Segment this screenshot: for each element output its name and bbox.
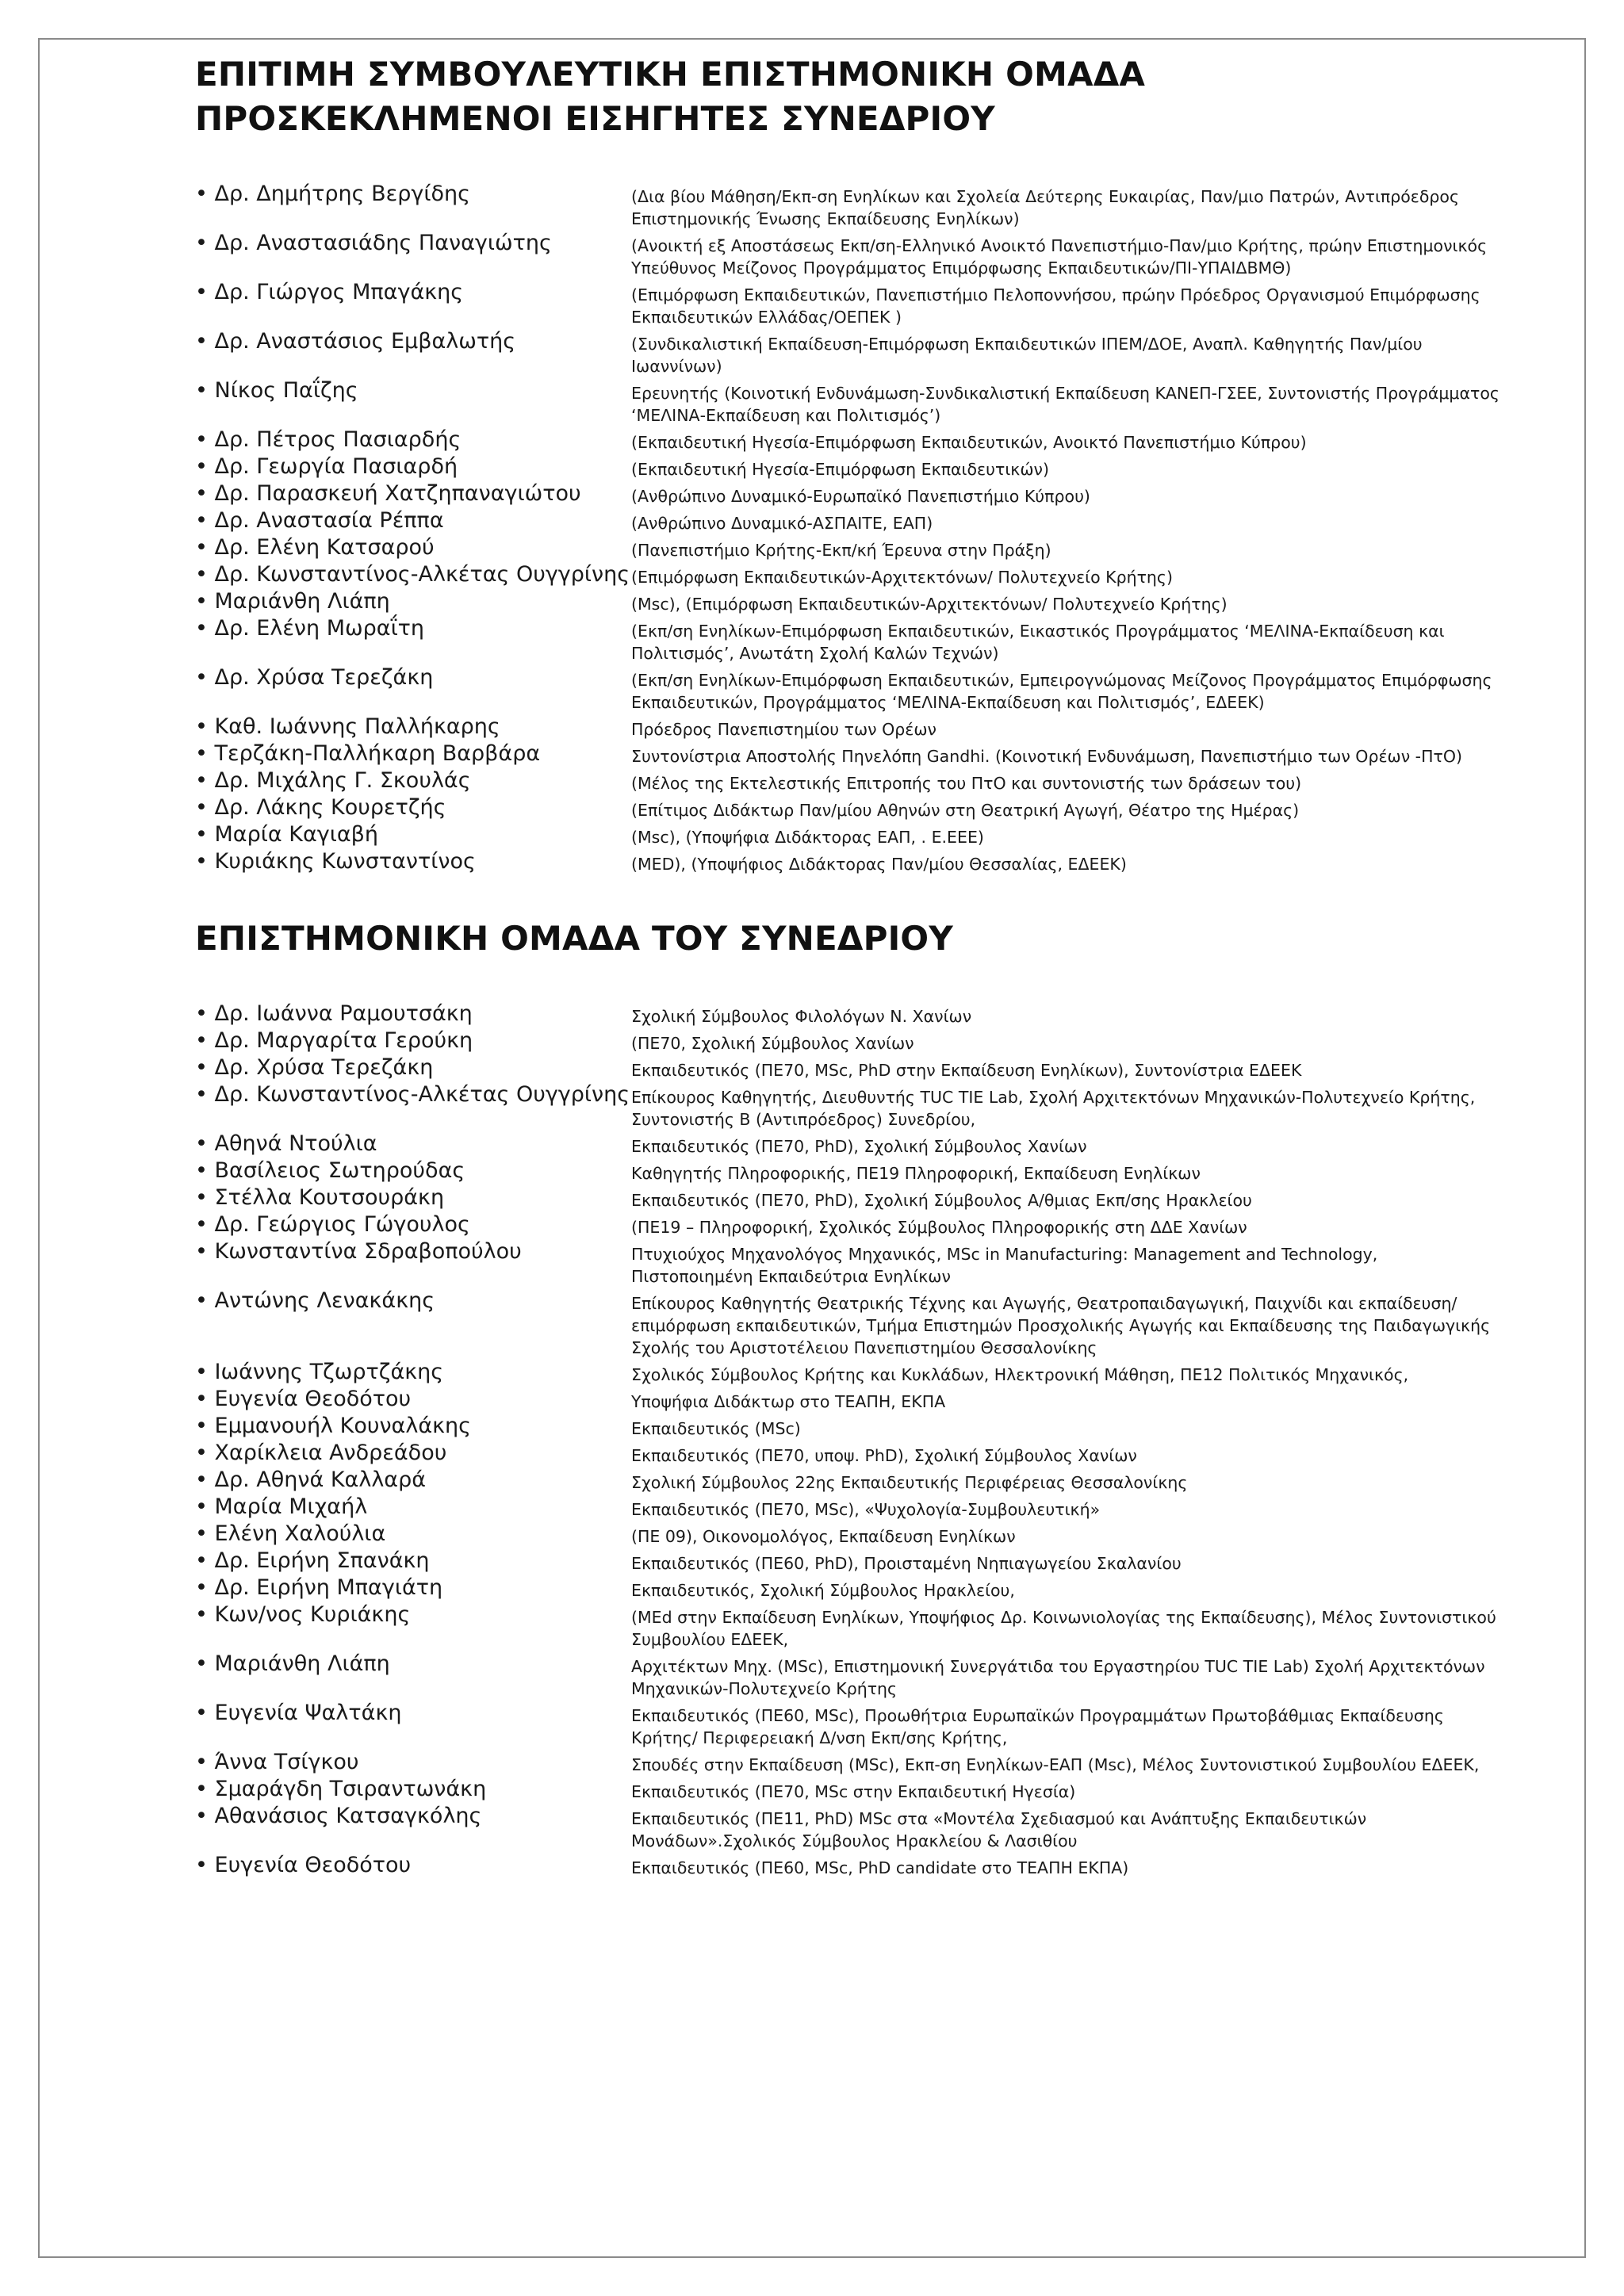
- member-description: Αρχιτέκτων Μηχ. (MSc), Επιστημονική Συνεργάτιδα του Εργαστηρίου TUC TIE Lab) Σχολή Αρχιτεκτόνων Μηχανικών-Πολυτεχνείο Κρήτης: [631, 1657, 1485, 1698]
- member-description: (Ανθρώπινο Δυναμικό-ΑΣΠΑΙΤΕ, ΕΑΠ): [631, 514, 933, 533]
- member-name: • Νίκος Παΐζης: [195, 378, 358, 403]
- member-name: • Στέλλα Κουτσουράκη: [195, 1185, 445, 1210]
- member-description: Εκπαιδευτικός (ΠΕ60, PhD), Προισταμένη Νηπιαγωγείου Σκαλανίου: [631, 1554, 1182, 1573]
- member-name: • Δρ. Ιωάννα Ραμουτσάκη: [195, 1001, 473, 1026]
- member-row: [195, 561, 1503, 588]
- member-name: • Σμαράγδη Τσιραντωνάκη: [195, 1777, 487, 1801]
- member-row: [195, 1521, 1503, 1548]
- member-row: [195, 1413, 1503, 1440]
- member-row: [195, 181, 1503, 230]
- member-description: (MED), (Υποψήφιος Διδάκτορας Παν/μίου Θεσσαλίας, ΕΔΕΕΚ): [631, 855, 1127, 874]
- member-row: [195, 1700, 1503, 1749]
- member-name: • Αθηνά Ντούλια: [195, 1131, 377, 1156]
- member-name: • Αντώνης Λενακάκης: [195, 1288, 435, 1313]
- member-row: [195, 1749, 1503, 1776]
- document-content: [195, 52, 1503, 1879]
- member-row: [195, 1440, 1503, 1467]
- member-name: • Βασίλειος Σωτηρούδας: [195, 1158, 465, 1183]
- member-name: • Μαριάνθη Λιάπη: [195, 1651, 390, 1676]
- member-description: (Msc), (Επιμόρφωση Εκπαιδευτικών-Αρχιτεκτόνων/ Πολυτεχνείο Κρήτης): [631, 595, 1228, 614]
- member-description: Εκπαιδευτικός (ΠΕ60, MSc), Προωθήτρια Ευρωπαϊκών Προγραμμάτων Πρωτοβάθμιας Εκπαίδευσης Κρήτης/ Περιφερειακή Δ/νση Εκπ/σης Κρήτης,: [631, 1706, 1444, 1747]
- member-row: [195, 1054, 1503, 1081]
- member-description: (Εκπαιδευτική Ηγεσία-Επιμόρφωση Εκπαιδευτικών, Ανοικτό Πανεπιστήμιο Κύπρου): [631, 433, 1307, 452]
- member-name: • Άννα Τσίγκου: [195, 1750, 359, 1774]
- member-description: Σχολική Σύμβουλος Φιλολόγων Ν. Χανίων: [631, 1007, 972, 1026]
- member-row: [195, 230, 1503, 279]
- member-row: [195, 507, 1503, 534]
- member-description: (Επίτιμος Διδάκτωρ Παν/μίου Αθηνών στη Θεατρική Αγωγή, Θέατρο της Ημέρας): [631, 801, 1300, 820]
- member-description: Εκπαιδευτικός (ΠΕ70, PhD), Σχολική Σύμβουλος Χανίων: [631, 1137, 1087, 1156]
- member-row: [195, 714, 1503, 740]
- member-name: • Ιωάννης Τζωρτζάκης: [195, 1360, 444, 1384]
- member-name: • Δρ. Γεωργία Πασιαρδή: [195, 454, 458, 479]
- member-row: [195, 1158, 1503, 1184]
- member-row: [195, 1359, 1503, 1386]
- member-description: Πτυχιούχος Μηχανολόγος Μηχανικός, MSc in Manufacturing: Management and Technology, Πιστοποιημένη Εκπαιδεύτρια Ενηλίκων: [631, 1245, 1378, 1286]
- member-name: • Δρ. Μιχάλης Γ. Σκουλάς: [195, 768, 471, 793]
- member-row: [195, 740, 1503, 767]
- member-row: [195, 767, 1503, 794]
- member-row: [195, 1651, 1503, 1700]
- member-name: • Δρ. Πέτρος Πασιαρδής: [195, 427, 462, 452]
- member-row: [195, 427, 1503, 453]
- member-name: • Κυριάκης Κωνσταντίνος: [195, 849, 476, 874]
- member-description: (Δια βίου Μάθηση/Εκπ-ση Ενηλίκων και Σχολεία Δεύτερης Ευκαιρίας, Παν/μιο Πατρών, Αντιπρόεδρος Επιστημονικής Ένωσης Εκπαίδευσης Ενηλίκων): [631, 187, 1460, 228]
- member-name: • Ευγενία Θεοδότου: [195, 1853, 412, 1877]
- member-row: [195, 1081, 1503, 1131]
- member-name: • Δρ. Αναστασία Ρέππα: [195, 508, 444, 533]
- member-description: Επίκουρος Καθηγητής Θεατρικής Τέχνης και Αγωγής, Θεατροπαιδαγωγική, Παιχνίδι και εκπαίδευση/επιμόρφωση εκπαιδευτικών, Τμήμα Επιστημών Προσχολικής Αγωγής και Εκπαίδευσης της Παιδαγωγικής Σχολής του Αριστοτέλειου Πανεπιστημίου Θεσσαλονίκης: [631, 1294, 1491, 1357]
- member-description: (Εκπαιδευτική Ηγεσία-Επιμόρφωση Εκπαιδευτικών): [631, 460, 1049, 479]
- member-description: Εκπαιδευτικός (ΠΕ70, MSc), «Ψυχολογία-Συμβουλευτική»: [631, 1500, 1101, 1519]
- member-description: Ερευνητής (Κοινοτική Ενδυνάμωση-Συνδικαλιστική Εκπαίδευση ΚΑΝΕΠ-ΓΣΕΕ, Συντονιστής Προγράμματος ‘ΜΕΛΙΝΑ-Εκπαίδευση και Πολιτισμός’): [631, 384, 1500, 425]
- member-description: (ΠΕ19 – Πληροφορική, Σχολικός Σύμβουλος Πληροφορικής στη ΔΔΕ Χανίων: [631, 1218, 1247, 1237]
- member-description: (Msc), (Υποψήφια Διδάκτορας ΕΑΠ, . Ε.ΕΕΕ): [631, 828, 984, 847]
- member-name: • Αθανάσιος Κατσαγκόλης: [195, 1804, 482, 1828]
- member-description: (ΠΕ70, Σχολική Σύμβουλος Χανίων: [631, 1034, 914, 1053]
- member-name: • Δρ. Παρασκευή Χατζηπαναγιώτου: [195, 481, 581, 506]
- member-name: • Δρ. Λάκης Κουρετζής: [195, 795, 446, 820]
- member-description: Εκπαιδευτικός (ΠΕ70, υποψ. PhD), Σχολική Σύμβουλος Χανίων: [631, 1446, 1137, 1465]
- member-description: (Πανεπιστήμιο Κρήτης-Εκπ/κή Έρευνα στην Πράξη): [631, 541, 1051, 560]
- member-name: • Δρ. Ελένη Μωραΐτη: [195, 616, 425, 641]
- member-description: Εκπαιδευτικός (MSc): [631, 1419, 801, 1438]
- member-row: [195, 1803, 1503, 1852]
- member-row: [195, 1211, 1503, 1238]
- member-row: [195, 534, 1503, 561]
- member-row: [195, 1131, 1503, 1158]
- section-title-honorary: ΕΠΙΤΙΜΗ ΣΥΜΒΟΥΛΕΥΤΙΚΗ ΕΠΙΣΤΗΜΟΝΙΚΗ ΟΜΑΔΑ: [195, 55, 1146, 94]
- member-row: [195, 1776, 1503, 1803]
- member-name: • Δρ. Γιώργος Μπαγάκης: [195, 280, 464, 304]
- member-name: • Μαριάνθη Λιάπη: [195, 589, 390, 614]
- member-description: Πρόεδρος Πανεπιστημίου των Ορέων: [631, 720, 936, 739]
- member-row: [195, 664, 1503, 714]
- member-row: [195, 1852, 1503, 1879]
- member-name: • Καθ. Ιωάννης Παλλήκαρης: [195, 714, 500, 739]
- member-description: (MEd στην Εκπαίδευση Ενηλίκων, Υποψήφιος Δρ. Κοινωνιολογίας της Εκπαίδευσης), Μέλος Συντονιστικού Συμβουλίου ΕΔΕΕΚ,: [631, 1608, 1496, 1649]
- member-description: Εκπαιδευτικός (ΠΕ60, MSc, PhD candidate στο ΤΕΑΠΗ ΕΚΠΑ): [631, 1858, 1129, 1877]
- member-name: • Χαρίκλεια Ανδρεάδου: [195, 1441, 447, 1465]
- member-row: [195, 1548, 1503, 1575]
- member-name: • Ελένη Χαλούλια: [195, 1521, 386, 1546]
- member-description: Εκπαιδευτικός (ΠΕ70, PhD), Σχολική Σύμβουλος Α/θμιας Εκπ/σης Ηρακλείου: [631, 1191, 1252, 1210]
- member-row: [195, 1601, 1503, 1651]
- member-description: (Συνδικαλιστική Εκπαίδευση-Επιμόρφωση Εκπαιδευτικών ΙΠΕΜ/ΔΟΕ, Αναπλ. Καθηγητής Παν/μίου Ιωαννίνων): [631, 335, 1423, 376]
- member-name: • Δρ. Κωνσταντίνος-Αλκέτας Ουγγρίνης: [195, 562, 630, 587]
- member-description: Υποψήφια Διδάκτωρ στο ΤΕΑΠΗ, ΕΚΠΑ: [631, 1392, 946, 1411]
- member-description: Σχολικός Σύμβουλος Κρήτης και Κυκλάδων, Ηλεκτρονική Μάθηση, ΠΕ12 Πολιτικός Μηχανικός,: [631, 1365, 1409, 1384]
- member-row: [195, 1467, 1503, 1494]
- member-name: • Δρ. Μαργαρίτα Γερούκη: [195, 1028, 473, 1053]
- member-name: • Δρ. Γεώργιος Γώγουλος: [195, 1212, 470, 1237]
- member-description: (Επιμόρφωση Εκπαιδευτικών, Πανεπιστήμιο Πελοποννήσου, πρώην Πρόεδρος Οργανισμού Επιμόρφωσης Εκπαιδευτικών Ελλάδας/ΟΕΠΕΚ ): [631, 285, 1480, 327]
- member-name: • Ευγενία Ψαλτάκη: [195, 1701, 402, 1725]
- member-row: [195, 1001, 1503, 1027]
- member-name: • Κωνσταντίνα Σδραβοπούλου: [195, 1239, 522, 1264]
- member-name: • Δρ. Αναστασιάδης Παναγιώτης: [195, 231, 552, 255]
- member-description: Συντονίστρια Αποστολής Πηνελόπη Gandhi. (Κοινοτική Ενδυνάμωση, Πανεπιστήμιο των Ορέων -ΠτΟ): [631, 747, 1462, 766]
- member-name: • Δρ. Ειρήνη Σπανάκη: [195, 1548, 430, 1573]
- member-name: • Τερζάκη-Παλλήκαρη Βαρβάρα: [195, 741, 541, 766]
- member-name: • Μαρία Μιχαήλ: [195, 1494, 368, 1519]
- section-scientific-team: [195, 916, 1503, 1879]
- member-name: • Δρ. Αθηνά Καλλαρά: [195, 1468, 427, 1492]
- member-description: Εκπαιδευτικός, Σχολική Σύμβουλος Ηρακλείου,: [631, 1581, 1015, 1600]
- member-description: (Μέλος της Εκτελεστικής Επιτροπής του ΠτΟ και συντονιστής των δράσεων του): [631, 774, 1302, 793]
- member-description: Επίκουρος Καθηγητής, Διευθυντής TUC TIE Lab, Σχολή Αρχιτεκτόνων Μηχανικών-Πολυτεχνείο Κρήτης, Συντονιστής Β (Αντιπρόεδρος) Συνεδρίου,: [631, 1088, 1476, 1129]
- member-row: [195, 821, 1503, 848]
- member-row: [195, 1494, 1503, 1521]
- member-name: • Δρ. Δημήτρης Βεργίδης: [195, 182, 470, 206]
- member-name: • Δρ. Κωνσταντίνος-Αλκέτας Ουγγρίνης: [195, 1082, 630, 1107]
- honorary-members-list: [195, 181, 1503, 875]
- member-row: [195, 480, 1503, 507]
- member-row: [195, 328, 1503, 377]
- member-description: (ΠΕ 09), Οικονομολόγος, Εκπαίδευση Ενηλίκων: [631, 1527, 1016, 1546]
- member-name: • Δρ. Ειρήνη Μπαγιάτη: [195, 1575, 443, 1600]
- member-description: Εκπαιδευτικός (ΠΕ11, PhD) MSc στα «Μοντέλα Σχεδιασμού και Ανάπτυξης Εκπαιδευτικών Μονάδων».Σχολικός Σύμβουλος Ηρακλείου & Λασιθίου: [631, 1809, 1367, 1850]
- member-row: [195, 1288, 1503, 1359]
- member-description: Εκπαιδευτικός (ΠΕ70, MSc, PhD στην Εκπαίδευση Ενηλίκων), Συντονίστρια ΕΔΕΕΚ: [631, 1061, 1302, 1080]
- member-row: [195, 279, 1503, 328]
- member-row: [195, 794, 1503, 821]
- section-title-scientific-team: ΕΠΙΣΤΗΜΟΝΙΚΗ ΟΜΑΔΑ ΤΟΥ ΣΥΝΕΔΡΙΟΥ: [195, 919, 953, 958]
- member-name: • Δρ. Αναστάσιος Εμβαλωτής: [195, 329, 516, 354]
- member-row: [195, 588, 1503, 615]
- member-description: Καθηγητής Πληροφορικής, ΠΕ19 Πληροφορική, Εκπαίδευση Ενηλίκων: [631, 1164, 1201, 1183]
- member-description: (Επιμόρφωση Εκπαιδευτικών-Αρχιτεκτόνων/ Πολυτεχνείο Κρήτης): [631, 568, 1173, 587]
- member-name: • Δρ. Χρύσα Τερεζάκη: [195, 1055, 434, 1080]
- member-description: (Ανοικτή εξ Αποστάσεως Εκπ/ση-Ελληνικό Ανοικτό Πανεπιστήμιο-Παν/μιο Κρήτης, πρώην Επιστημονικός Υπεύθυνος Μείζονος Προγράμματος Επιμόρφωσης Εκπαιδευτικών/ΠΙ-ΥΠΑΙΔΒΜΘ): [631, 236, 1488, 277]
- member-name: • Δρ. Ελένη Κατσαρού: [195, 535, 435, 560]
- member-row: [195, 1027, 1503, 1054]
- member-description: (Εκπ/ση Ενηλίκων-Επιμόρφωση Εκπαιδευτικών, Εικαστικός Προγράμματος ‘ΜΕΛΙΝΑ-Εκπαίδευση και Πολιτισμός’, Ανωτάτη Σχολή Καλών Τεχνών): [631, 622, 1445, 663]
- section-subtitle-invited-speakers: ΠΡΟΣΚΕΚΛΗΜΕΝΟΙ ΕΙΣΗΓΗΤΕΣ ΣΥΝΕΔΡΙΟΥ: [195, 99, 995, 138]
- member-row: [195, 615, 1503, 664]
- member-name: • Κων/νος Κυριάκης: [195, 1602, 411, 1627]
- member-description: (Ανθρώπινο Δυναμικό-Ευρωπαϊκό Πανεπιστήμιο Κύπρου): [631, 487, 1090, 506]
- member-row: [195, 1238, 1503, 1288]
- member-row: [195, 848, 1503, 875]
- member-name: • Μαρία Καγιαβή: [195, 822, 379, 847]
- member-description: Σπουδές στην Εκπαίδευση (MSc), Εκπ-ση Ενηλίκων-ΕΑΠ (Msc), Μέλος Συντονιστικού Συμβουλίου ΕΔΕΕΚ,: [631, 1755, 1480, 1774]
- member-row: [195, 1386, 1503, 1413]
- member-name: • Ευγενία Θεοδότου: [195, 1387, 412, 1411]
- member-name: • Εμμανουήλ Κουναλάκης: [195, 1414, 471, 1438]
- member-description: Σχολική Σύμβουλος 22ης Εκπαιδευτικής Περιφέρειας Θεσσαλονίκης: [631, 1473, 1188, 1492]
- scientific-team-list: [195, 1001, 1503, 1879]
- member-row: [195, 1575, 1503, 1601]
- member-row: [195, 1184, 1503, 1211]
- member-description: Εκπαιδευτικός (ΠΕ70, MSc στην Εκπαιδευτική Ηγεσία): [631, 1782, 1076, 1801]
- member-name: • Δρ. Χρύσα Τερεζάκη: [195, 665, 434, 690]
- member-row: [195, 377, 1503, 427]
- section-honorary-advisory: [195, 52, 1503, 875]
- member-description: (Εκπ/ση Ενηλίκων-Επιμόρφωση Εκπαιδευτικών, Εμπειρογνώμονας Μείζονος Προγράμματος Επιμόρφωσης Εκπαιδευτικών, Προγράμματος ‘ΜΕΛΙΝΑ-Εκπαίδευση και Πολιτισμός’, ΕΔΕΕΚ): [631, 671, 1492, 712]
- member-row: [195, 453, 1503, 480]
